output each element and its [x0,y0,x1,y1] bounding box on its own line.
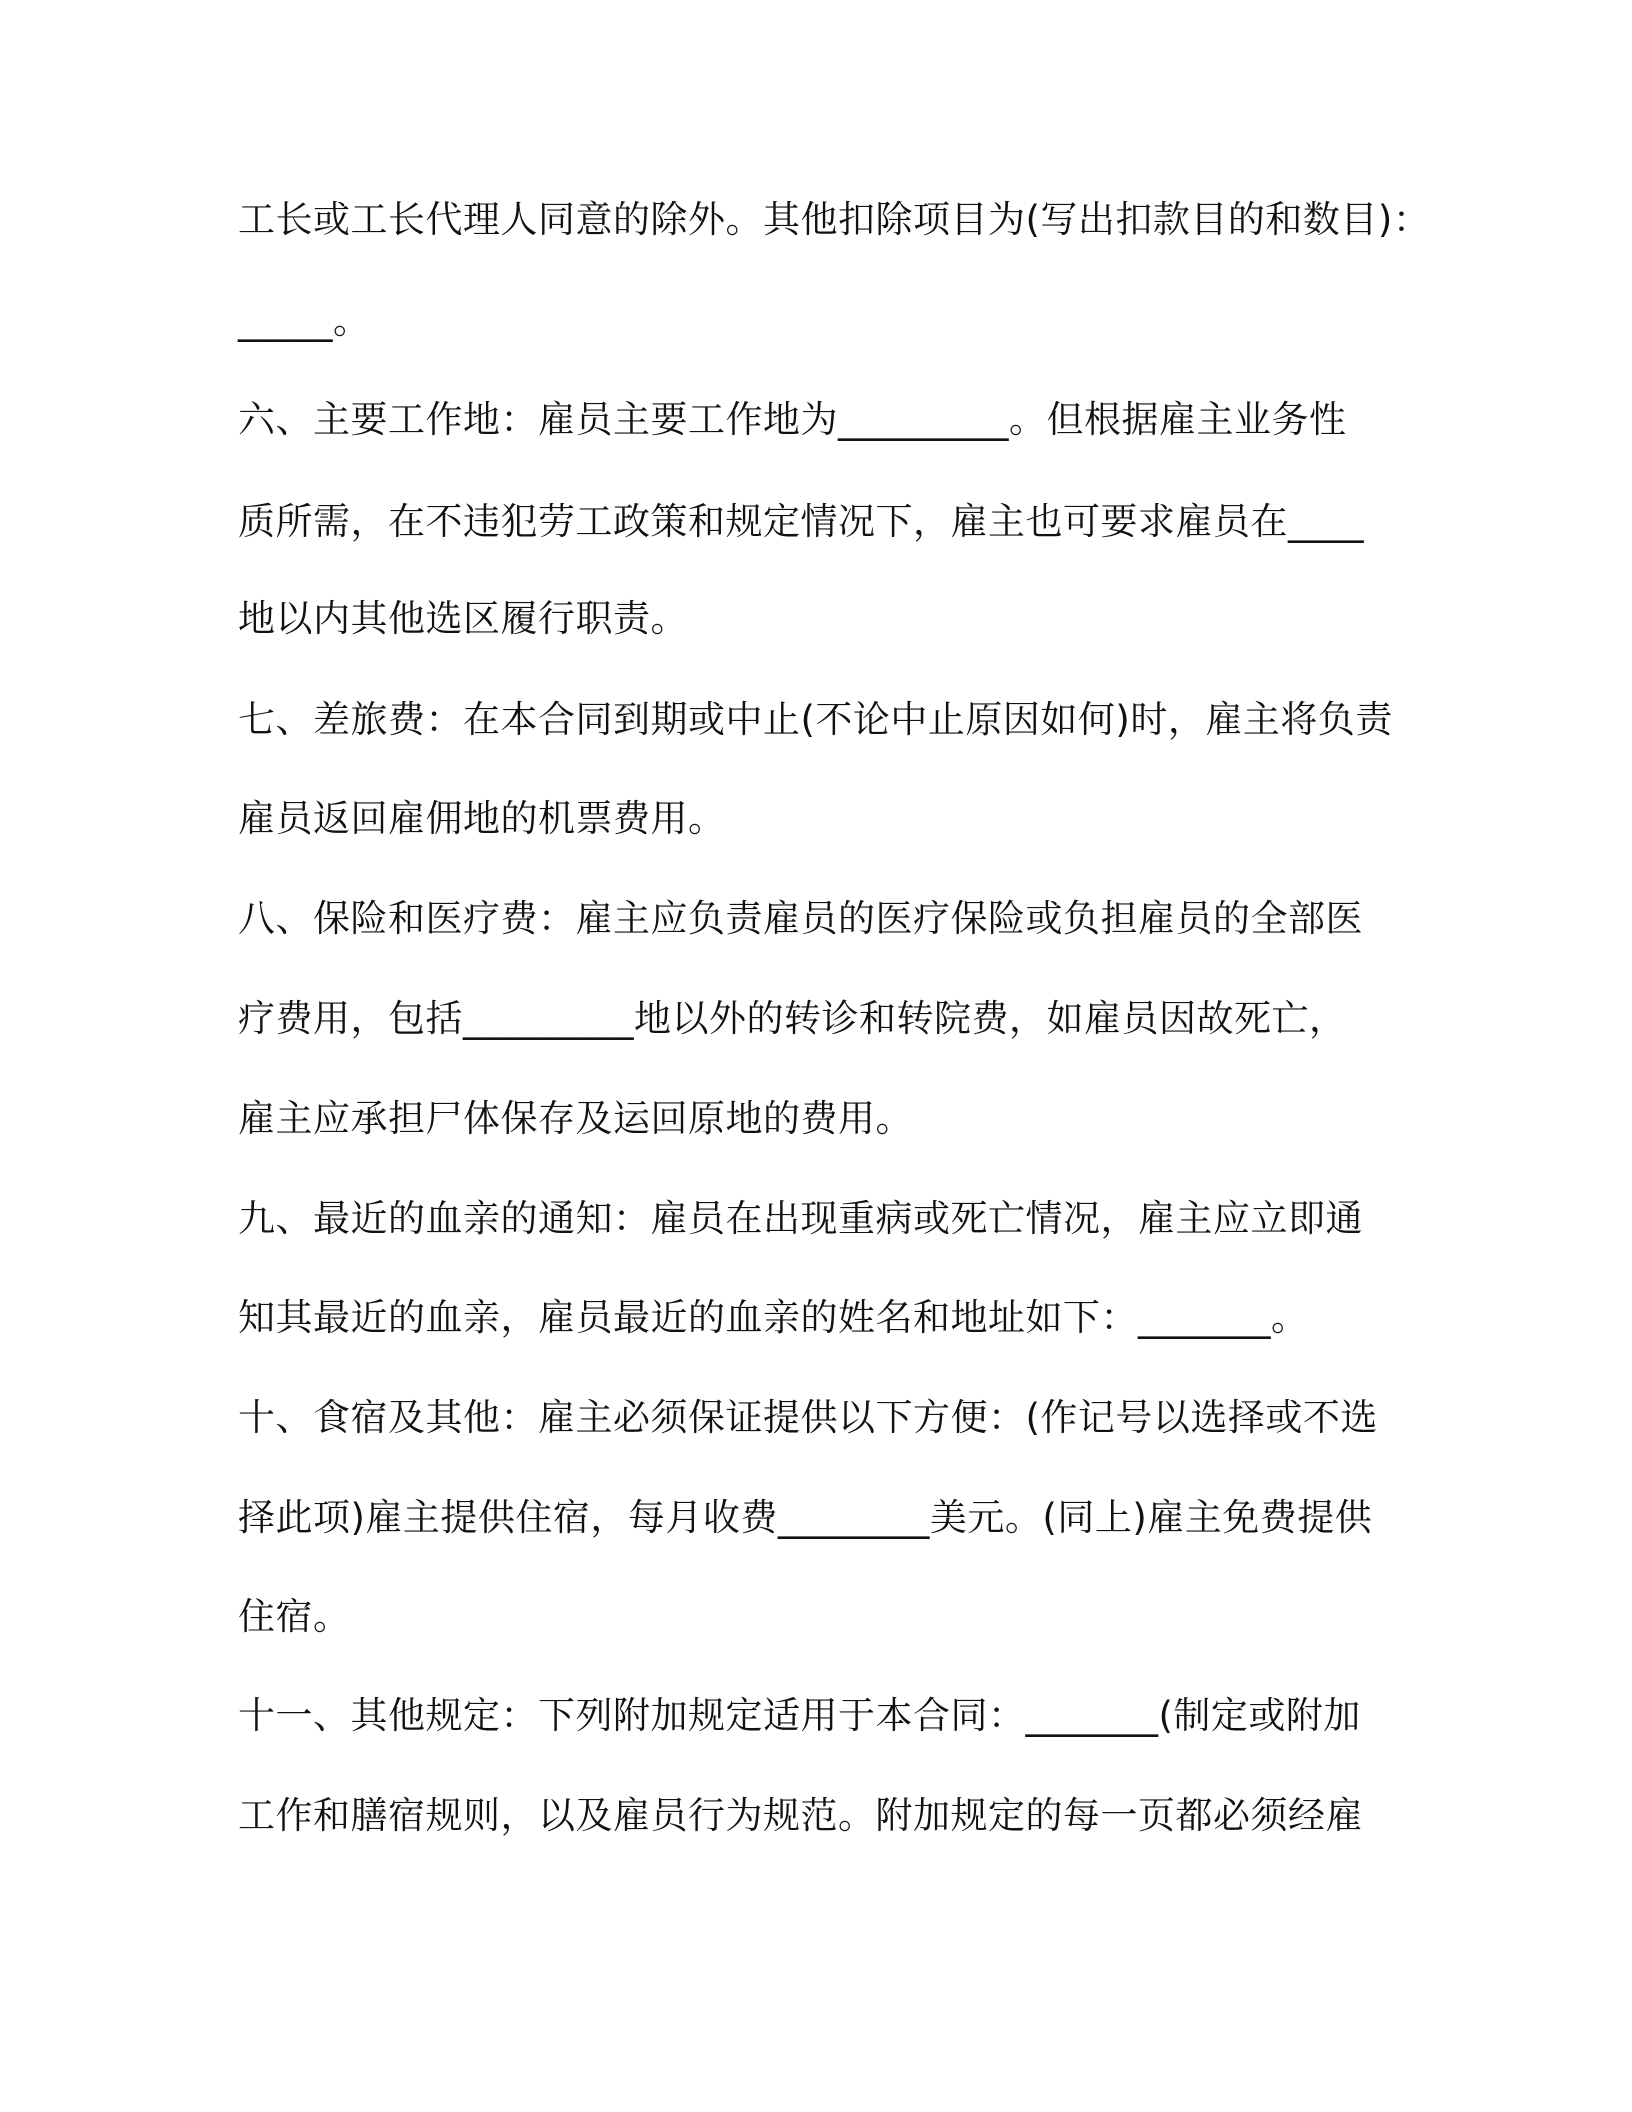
text-line-10: 雇主应承担尸体保存及运回原地的费用。 [238,1097,913,1140]
text-line-13: 十、食宿及其他：雇主必须保证提供以下方便：(作记号以选择或不选 [238,1396,1378,1439]
text-line-12: 知其最近的血亲，雇员最近的血亲的姓名和地址如下：_______。 [238,1296,1309,1339]
text-line-1: 工长或工长代理人同意的除外。其他扣除项目为(写出扣款目的和数目)： [238,198,1431,241]
text-line-3: 六、主要工作地：雇员主要工作地为_________。但根据雇主业务性 [238,398,1347,441]
text-line-9: 疗费用，包括_________地以外的转诊和转院费，如雇员因故死亡， [238,997,1347,1040]
text-line-11: 九、最近的血亲的通知：雇员在出现重病或死亡情况，雇主应立即通 [238,1197,1363,1240]
text-line-15: 住宿。 [238,1595,351,1638]
text-line-14: 择此项)雇主提供住宿，每月收费________美元。(同上)雇主免费提供 [238,1496,1373,1539]
text-line-17: 工作和膳宿规则，以及雇员行为规范。附加规定的每一页都必须经雇 [238,1794,1363,1837]
text-line-16: 十一、其他规定：下列附加规定适用于本合同：_______(制定或附加 [238,1694,1361,1737]
text-line-2: _____。 [238,299,371,342]
text-line-5: 地以内其他选区履行职责。 [238,597,688,640]
text-line-8: 八、保险和医疗费：雇主应负责雇员的医疗保险或负担雇员的全部医 [238,897,1363,940]
text-line-6: 七、差旅费：在本合同到期或中止(不论中止原因如何)时，雇主将负责 [238,698,1393,741]
text-line-7: 雇员返回雇佣地的机票费用。 [238,797,726,840]
text-line-4: 质所需，在不违犯劳工政策和规定情况下，雇主也可要求雇员在____ [238,500,1364,543]
